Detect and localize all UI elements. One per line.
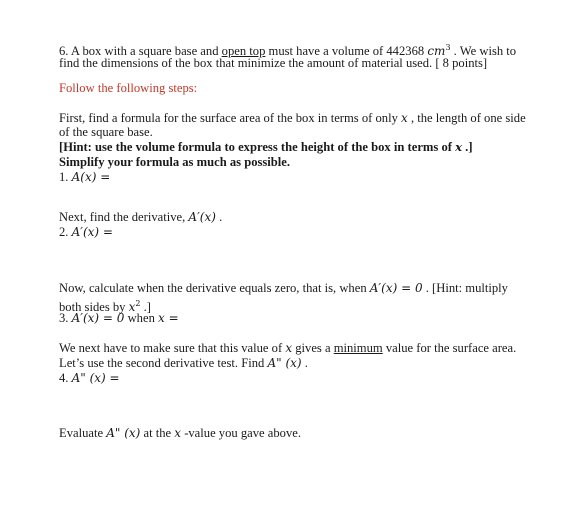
step5-text-c: -value you gave above. [181, 426, 301, 440]
question-3-when: when [124, 311, 159, 325]
unit-cm: cm [427, 44, 446, 58]
step1-line-1 [59, 111, 526, 126]
problem-text-volume: must have a volume of 442368 [265, 44, 428, 58]
step4-text-c: value for the surface area. [382, 341, 517, 355]
step5-text: Evaluate [59, 426, 107, 440]
problem-text: 6. A box with a square base and [59, 44, 222, 58]
question-1-number: 1. [59, 170, 72, 184]
question-4 [59, 371, 120, 386]
question-3-x: x = [158, 311, 179, 325]
question-1 [59, 170, 110, 185]
step2-line-1 [59, 210, 222, 225]
question-2-number: 2. [59, 225, 72, 239]
step3-text-2: both sides by [59, 300, 129, 314]
hint-text-end: .] [462, 140, 473, 154]
step1-text-b: , the length of one side [407, 111, 526, 125]
var-x: x [174, 426, 182, 440]
question-2-expr: A′(x) = [71, 225, 113, 239]
step4-text-b: gives a [292, 341, 334, 355]
step5-line-1 [59, 426, 301, 441]
hint-var-x: x [455, 140, 463, 154]
step4-text-2: Let’s use the second derivative test. Find [59, 356, 268, 370]
second-derivative-expr: A" (x) [267, 356, 302, 370]
step3-text-end: . [Hint: multiply [422, 281, 508, 295]
step4-line-1 [59, 341, 516, 356]
step4-text-2-end: . [301, 356, 308, 370]
step3-line-1 [59, 281, 508, 296]
simplify-text: Simplify your formula as much as possible. [59, 155, 291, 169]
step1-text-2: of the square base. [59, 125, 153, 139]
step4-text: We next have to make sure that this value of [59, 341, 286, 355]
step2-text: Next, find the derivative, [59, 210, 189, 224]
step3-text: Now, calculate when the derivative equals zero, that is, when [59, 281, 370, 295]
exponent-2: 2 [135, 299, 141, 308]
question-4-number: 4. [59, 371, 72, 385]
follow-steps-text: Follow the following steps: [59, 81, 198, 95]
step1-line-2 [59, 125, 153, 140]
problem-text-2: find the dimensions of the box that minimize the amount of material used. [ 8 points] [59, 56, 488, 70]
hint-text: [Hint: use the volume formula to express the height of the box in terms of [59, 140, 456, 154]
second-derivative-expr-2: A" (x) [106, 426, 141, 440]
question-1-expr: A(x) = [71, 170, 111, 184]
step3-text-2-end: .] [140, 300, 151, 314]
step1-hint-1 [59, 140, 473, 155]
step1-hint-2 [59, 155, 290, 170]
minimum-underlined: minimum [333, 341, 383, 355]
step5-text-b: at the [140, 426, 175, 440]
question-3-number: 3. [59, 311, 72, 325]
follow-steps-heading [59, 81, 197, 96]
var-x-squared: x [128, 300, 136, 314]
problem-text-end: . We wish to [450, 44, 517, 58]
step4-line-2 [59, 356, 308, 371]
derivative-expr: A′(x) [188, 210, 216, 224]
step1-text: First, find a formula for the surface area of the box in terms of only [59, 111, 402, 125]
open-top-underlined: open top [221, 44, 266, 58]
step2-text-end: . [215, 210, 223, 224]
problem-line-2 [59, 56, 487, 71]
question-2 [59, 225, 113, 240]
var-x: x [401, 111, 408, 125]
derivative-zero-expr: A′(x) = 0 [369, 281, 423, 295]
question-4-expr: A" (x) = [71, 371, 120, 385]
question-3-expr: A′(x) = 0 [71, 311, 125, 325]
question-3 [59, 311, 179, 326]
unit-exponent: 3 [445, 43, 451, 52]
var-x: x [285, 341, 293, 355]
